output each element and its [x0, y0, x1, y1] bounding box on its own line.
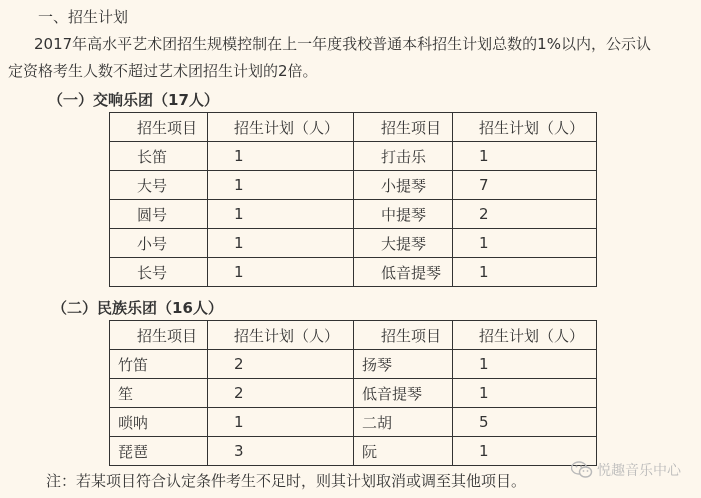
table-cell: 1: [208, 200, 354, 229]
header-cell: 招生计划（人）: [453, 321, 597, 350]
header-cell: 招生计划（人）: [208, 113, 354, 142]
header-cell: 招生项目: [354, 113, 453, 142]
table-cell: 小号: [110, 229, 208, 258]
table-cell: 唢呐: [110, 408, 208, 437]
table-row: [110, 200, 597, 229]
table-cell: 低音提琴: [354, 379, 453, 408]
table-cell: 2: [453, 200, 597, 229]
table-cell: 1: [453, 142, 597, 171]
header-cell: 招生项目: [354, 321, 453, 350]
watermark-text: 悦趣音乐中心: [597, 463, 681, 479]
table-cell: 1: [453, 258, 597, 287]
watermark: [571, 460, 681, 480]
table-row: [110, 437, 597, 466]
table-cell: 圆号: [110, 200, 208, 229]
table-cell: 小提琴: [354, 171, 453, 200]
section-heading: 一、招生计划: [38, 8, 129, 26]
table-cell: 二胡: [354, 408, 453, 437]
table-header-row: [110, 113, 597, 142]
table-cell: 笙: [110, 379, 208, 408]
table-row: [110, 258, 597, 287]
table-cell: 长号: [110, 258, 208, 287]
table-cell: 2: [208, 379, 354, 408]
table-cell: 1: [208, 258, 354, 287]
table-cell: 1: [453, 350, 597, 379]
paragraph-line-1: 2017年高水平艺术团招生规模控制在上一年度我校普通本科招生计划总数的1%以内，公示认: [34, 35, 651, 53]
header-cell: 招生项目: [110, 321, 208, 350]
table-cell: 2: [208, 350, 354, 379]
table-cell: 琵琶: [110, 437, 208, 466]
footnote: 注：若某项目符合认定条件考生不足时，则其计划取消或调至其他项目。: [46, 472, 527, 490]
wechat-icon: [571, 461, 593, 479]
table-row: [110, 229, 597, 258]
table-cell: 5: [453, 408, 597, 437]
table-cell: 大提琴: [354, 229, 453, 258]
table-row: [110, 408, 597, 437]
table-cell: 阮: [354, 437, 453, 466]
group1-title: （一）交响乐团（17人）: [48, 91, 219, 109]
table-cell: 1: [453, 379, 597, 408]
group2-title: （二）民族乐团（16人）: [52, 299, 223, 317]
table-header-row: [110, 321, 597, 350]
table-cell: 竹笛: [110, 350, 208, 379]
header-cell: 招生计划（人）: [453, 113, 597, 142]
table-cell: 1: [208, 229, 354, 258]
table-row: [110, 142, 597, 171]
table-cell: 1: [208, 171, 354, 200]
table-cell: 3: [208, 437, 354, 466]
table-cell: 7: [453, 171, 597, 200]
table-cell: 低音提琴: [354, 258, 453, 287]
table-row: [110, 171, 597, 200]
table-cell: 打击乐: [354, 142, 453, 171]
table-cell: 1: [453, 229, 597, 258]
table-cell: 长笛: [110, 142, 208, 171]
header-cell: 招生计划（人）: [208, 321, 354, 350]
group2-table: [109, 320, 597, 466]
table-row: [110, 350, 597, 379]
table-cell: 1: [208, 142, 354, 171]
header-cell: 招生项目: [110, 113, 208, 142]
group1-table: [109, 112, 597, 287]
table-row: [110, 379, 597, 408]
table-cell: 1: [208, 408, 354, 437]
table-cell: 大号: [110, 171, 208, 200]
table-cell: 扬琴: [354, 350, 453, 379]
table-cell: 中提琴: [354, 200, 453, 229]
paragraph-line-2: 定资格考生人数不超过艺术团招生计划的2倍。: [8, 62, 318, 80]
table-cell: 1: [453, 437, 597, 466]
